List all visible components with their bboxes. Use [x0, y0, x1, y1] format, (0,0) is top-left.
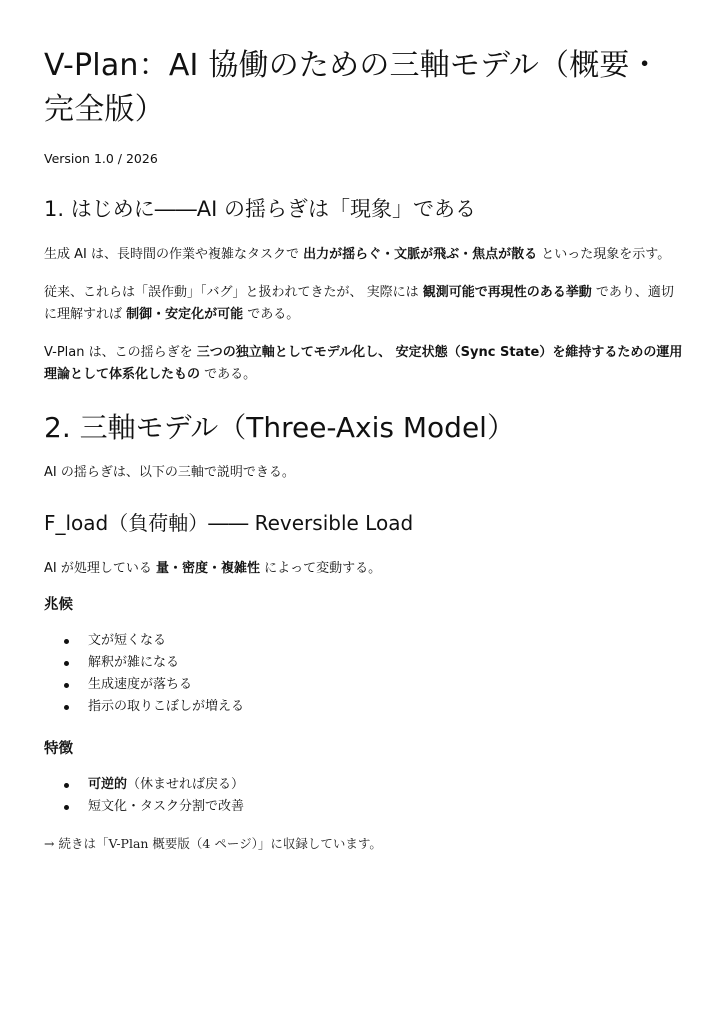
- bullet-dot-icon: [64, 783, 69, 788]
- bullet-dot-icon: [64, 661, 69, 666]
- document-page: [44, 0, 684, 854]
- paragraph-text: である。: [200, 367, 257, 382]
- document-title: V-Plan：AI 協働のための三軸モデル（概要・完全版）: [44, 48, 660, 127]
- symptoms-list: [44, 630, 684, 718]
- list-item-bold-text: 可逆的: [88, 777, 128, 792]
- paragraph-bold-text: 量・密度・複雑性: [156, 561, 261, 576]
- bullet-dot-icon: [64, 805, 69, 810]
- f-load-heading: F_load（負荷軸）―― Reversible Load: [44, 511, 414, 535]
- section-2-heading: 2. 三軸モデル（Three-Axis Model）: [44, 411, 515, 444]
- list-item: [44, 652, 684, 674]
- section-2-intro: AI の揺らぎは、以下の三軸で説明できる。: [44, 465, 295, 480]
- section-1-paragraph-1: [44, 244, 684, 266]
- list-item-text: 解釈が雑になる: [88, 655, 180, 670]
- list-item-text: 生成速度が落ちる: [88, 677, 193, 692]
- paragraph-text: であり、適切に理解すれば: [44, 285, 674, 322]
- paragraph-text: によって変動する。: [260, 561, 382, 576]
- f-load-description: [44, 558, 684, 580]
- symptoms-label: 兆候: [44, 597, 73, 613]
- bullet-dot-icon: [64, 639, 69, 644]
- bullet-dot-icon: [64, 705, 69, 710]
- paragraph-bold-text: 制御・安定化が可能: [126, 307, 244, 322]
- list-item: [44, 796, 684, 818]
- features-label: 特徴: [44, 741, 73, 757]
- version-label: Version 1.0 / 2026: [44, 151, 158, 166]
- paragraph-bold-text: 観測可能で再現性のある挙動: [422, 285, 592, 300]
- bullet-dot-icon: [64, 683, 69, 688]
- section-1-paragraph-2: [44, 282, 684, 326]
- continuation-note: → 続きは「V-Plan 概要版（4 ページ）」に収録しています。: [44, 836, 382, 851]
- list-item-text: （休ませれば戻る）: [127, 777, 245, 792]
- list-item: [44, 630, 684, 652]
- paragraph-text: といった現象を示す。: [537, 247, 671, 262]
- list-item-text: 指示の取りこぼしが増える: [88, 699, 245, 714]
- paragraph-bold-text: 三つの独立軸としてモデル化し、 安定状態（Sync State）を維持するための運用理論として体系化したもの: [44, 345, 683, 382]
- paragraph-text: 従来、これらは「誤作動」「バグ」と扱われてきたが、 実際には: [44, 285, 423, 300]
- section-1-heading: 1. はじめに――AI の揺らぎは「現象」である: [44, 197, 476, 221]
- paragraph-text: AI が処理している: [44, 561, 156, 576]
- paragraph-text: である。: [243, 307, 300, 322]
- list-item-text: 文が短くなる: [88, 633, 167, 648]
- paragraph-text: V-Plan は、この揺らぎを: [44, 345, 197, 360]
- paragraph-bold-text: 出力が揺らぐ・文脈が飛ぶ・焦点が散る: [303, 247, 538, 262]
- features-list: [44, 774, 684, 818]
- section-1-paragraph-3: [44, 342, 684, 386]
- list-item: [44, 774, 684, 796]
- list-item: [44, 696, 684, 718]
- list-item-text: 短文化・タスク分割で改善: [88, 799, 245, 814]
- list-item: [44, 674, 684, 696]
- paragraph-text: 生成 AI は、長時間の作業や複雑なタスクで: [44, 247, 304, 262]
